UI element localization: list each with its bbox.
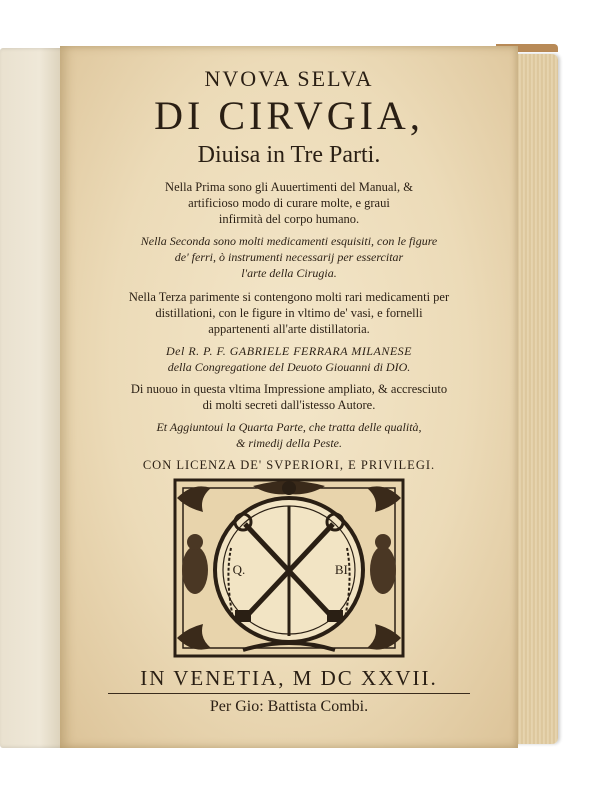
title-line-1: NVOVA SELVA	[204, 66, 374, 91]
imprint-line: IN VENETIA, M DC XXVII.	[140, 666, 438, 690]
emblem-letter-left: Q.	[232, 562, 246, 577]
addition-line2: & rimedij della Peste.	[236, 436, 342, 450]
edition-line2: di molti secreti dall'istesso Autore.	[202, 398, 376, 412]
addition-line1: Et Aggiuntoui la Quarta Parte, che tratta delle qualità,	[156, 420, 422, 434]
para2-line2: de' ferri, ò instrumenti necessarij per essercitar	[174, 250, 404, 264]
title-line-2: DI CIRVGIA,	[154, 93, 424, 138]
emblem-letter-right: BI.	[334, 562, 352, 577]
para2-line3: l'arte della Cirugia.	[241, 266, 337, 280]
para3-line1: Nella Terza parimente si contengono molti rari medicamenti per	[128, 290, 450, 304]
para1-line3: infirmità del corpo humano.	[218, 212, 360, 226]
printer-line: Per Gio: Battista Combi.	[209, 698, 369, 715]
edition-line1: Di nuouo in questa vltima Impressione ampliato, & accresciuto	[130, 382, 448, 396]
para3-line2: distillationi, con le figure in vltimo de' vasi, e fornelli	[155, 306, 423, 320]
para1-line1: Nella Prima sono gli Auuertimenti del Manual, &	[165, 180, 413, 194]
printer-device-emblem	[173, 478, 405, 658]
left-cover	[0, 48, 66, 748]
book	[0, 40, 558, 756]
title-page	[60, 46, 518, 748]
para3-line3: appartenenti all'arte distillatoria.	[208, 322, 370, 336]
author-line1: Del R. P. F. GABRIELE FERRARA MILANESE	[166, 344, 412, 358]
title-line-3: Diuisa in Tre Parti.	[197, 142, 381, 168]
imprint-rule	[108, 693, 470, 694]
license-line: CON LICENZA DE' SVPERIORI, E PRIVILEGI.	[142, 458, 436, 472]
author-line2: della Congregatione del Deuoto Giouanni di DIO.	[167, 360, 411, 374]
para2-line1: Nella Seconda sono molti medicamenti esquisiti, con le figure	[140, 234, 438, 248]
para1-line2: artificioso modo di curare molte, e graui	[188, 196, 390, 210]
crossed-keys-emblem	[173, 478, 405, 658]
